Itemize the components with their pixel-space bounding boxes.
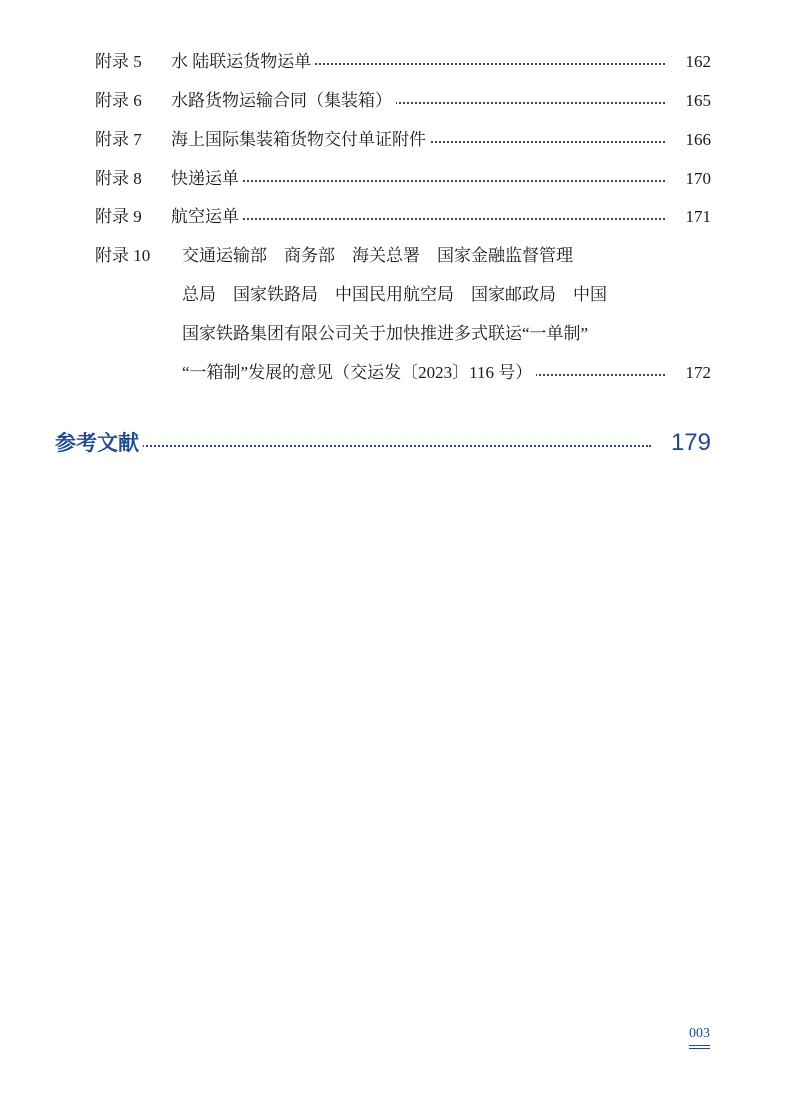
- entry-label: 附录 5: [95, 52, 142, 71]
- entry-label: 附录 6: [95, 91, 142, 110]
- entry-title: 水路货物运输合同（集装箱）: [171, 88, 396, 114]
- entry-title-line-2: 总局 国家铁路局 中国民用航空局 国家邮政局 中国: [182, 285, 607, 304]
- toc-entry-references[interactable]: [55, 426, 711, 460]
- entry-page-number: 171: [682, 204, 712, 230]
- entry-page-number: 166: [682, 127, 712, 153]
- entry-label: 附录 10: [95, 246, 151, 265]
- references-page-number: 179: [665, 426, 711, 460]
- entry-title: 快递运单: [171, 166, 243, 192]
- toc-entry-appendix-8[interactable]: [95, 166, 711, 192]
- references-title: 参考文献: [55, 426, 143, 460]
- entry-title: 航空运单: [171, 204, 243, 230]
- entry-title-line-1: 交通运输部 商务部 海关总署 国家金融监督管理: [182, 246, 573, 265]
- toc-entry-appendix-9[interactable]: [95, 204, 711, 230]
- toc-entry-appendix-5[interactable]: [95, 49, 711, 75]
- toc-entry-appendix-6[interactable]: [95, 88, 711, 114]
- dot-leader: [55, 445, 651, 447]
- entry-label: 附录 9: [95, 207, 142, 226]
- dot-leader: [171, 218, 665, 220]
- entry-title: 海上国际集装箱货物交付单证附件: [171, 127, 430, 153]
- dot-leader: [171, 180, 665, 182]
- entry-page-number: 170: [682, 166, 712, 192]
- entry-page-number: 162: [682, 49, 712, 75]
- entry-title-line-3: 国家铁路集团有限公司关于加快推进多式联运“一单制”: [182, 324, 589, 343]
- entry-page-number: 165: [682, 88, 712, 114]
- page-number: [689, 1025, 710, 1049]
- page-number-rule-2: [689, 1048, 710, 1049]
- entry-label: 附录 7: [95, 130, 142, 149]
- entry-title: 水 陆联运货物运单: [171, 49, 315, 75]
- page-number-rule: [689, 1045, 710, 1046]
- toc-entry-appendix-7[interactable]: [95, 127, 711, 153]
- entry-label: 附录 8: [95, 169, 142, 188]
- entry-page-number: 172: [682, 360, 712, 386]
- entry-title-line-4: “一箱制”发展的意见（交运发〔2023〕116 号）: [182, 360, 536, 386]
- page-number-text: 003: [689, 1026, 710, 1041]
